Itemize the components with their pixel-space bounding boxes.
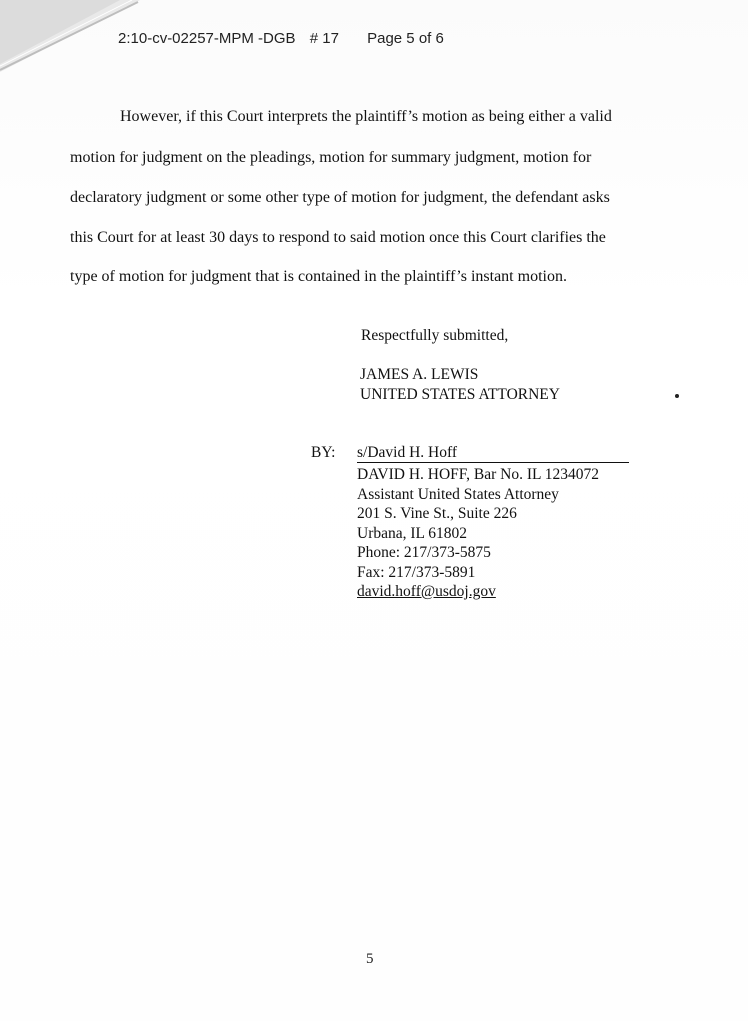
body-line-5: type of motion for judgment that is contained in the plaintiff’s instant motion. [70, 268, 567, 285]
page-label: Page 5 of 6 [367, 30, 444, 47]
phone-line: Phone: 217/373-5875 [357, 544, 491, 561]
document-number: # 17 [309, 30, 339, 47]
body-line-2: motion for judgment on the pleadings, motion for summary judgment, motion for [70, 149, 592, 166]
by-label: BY: [311, 444, 336, 461]
case-header [118, 30, 444, 47]
page-number: 5 [366, 951, 374, 967]
email-link[interactable]: david.hoff@usdoj.gov [357, 583, 496, 600]
scan-speck [675, 394, 679, 398]
body-line-3: declaratory judgment or some other type of motion for judgment, the defendant asks [70, 189, 610, 206]
body-line-4: this Court for at least 30 days to respond to said motion once this Court clarifies the [70, 229, 606, 246]
e-signature [357, 444, 629, 463]
attorney-title: UNITED STATES ATTORNEY [360, 386, 560, 403]
closing-text: Respectfully submitted, [361, 327, 509, 344]
signer-title: Assistant United States Attorney [357, 486, 559, 503]
address-line-2: Urbana, IL 61802 [357, 525, 468, 542]
body-line-1: However, if this Court interprets the plaintiff’s motion as being either a valid [120, 108, 612, 125]
e-signature-text: s/David H. Hoff [357, 444, 629, 463]
address-line-1: 201 S. Vine St., Suite 226 [357, 505, 517, 522]
attorney-name: JAMES A. LEWIS [360, 366, 479, 383]
signer-name-bar: DAVID H. HOFF, Bar No. IL 1234072 [357, 466, 600, 483]
fax-line: Fax: 217/373-5891 [357, 564, 476, 581]
case-number: 2:10-cv-02257-MPM -DGB [118, 30, 296, 47]
